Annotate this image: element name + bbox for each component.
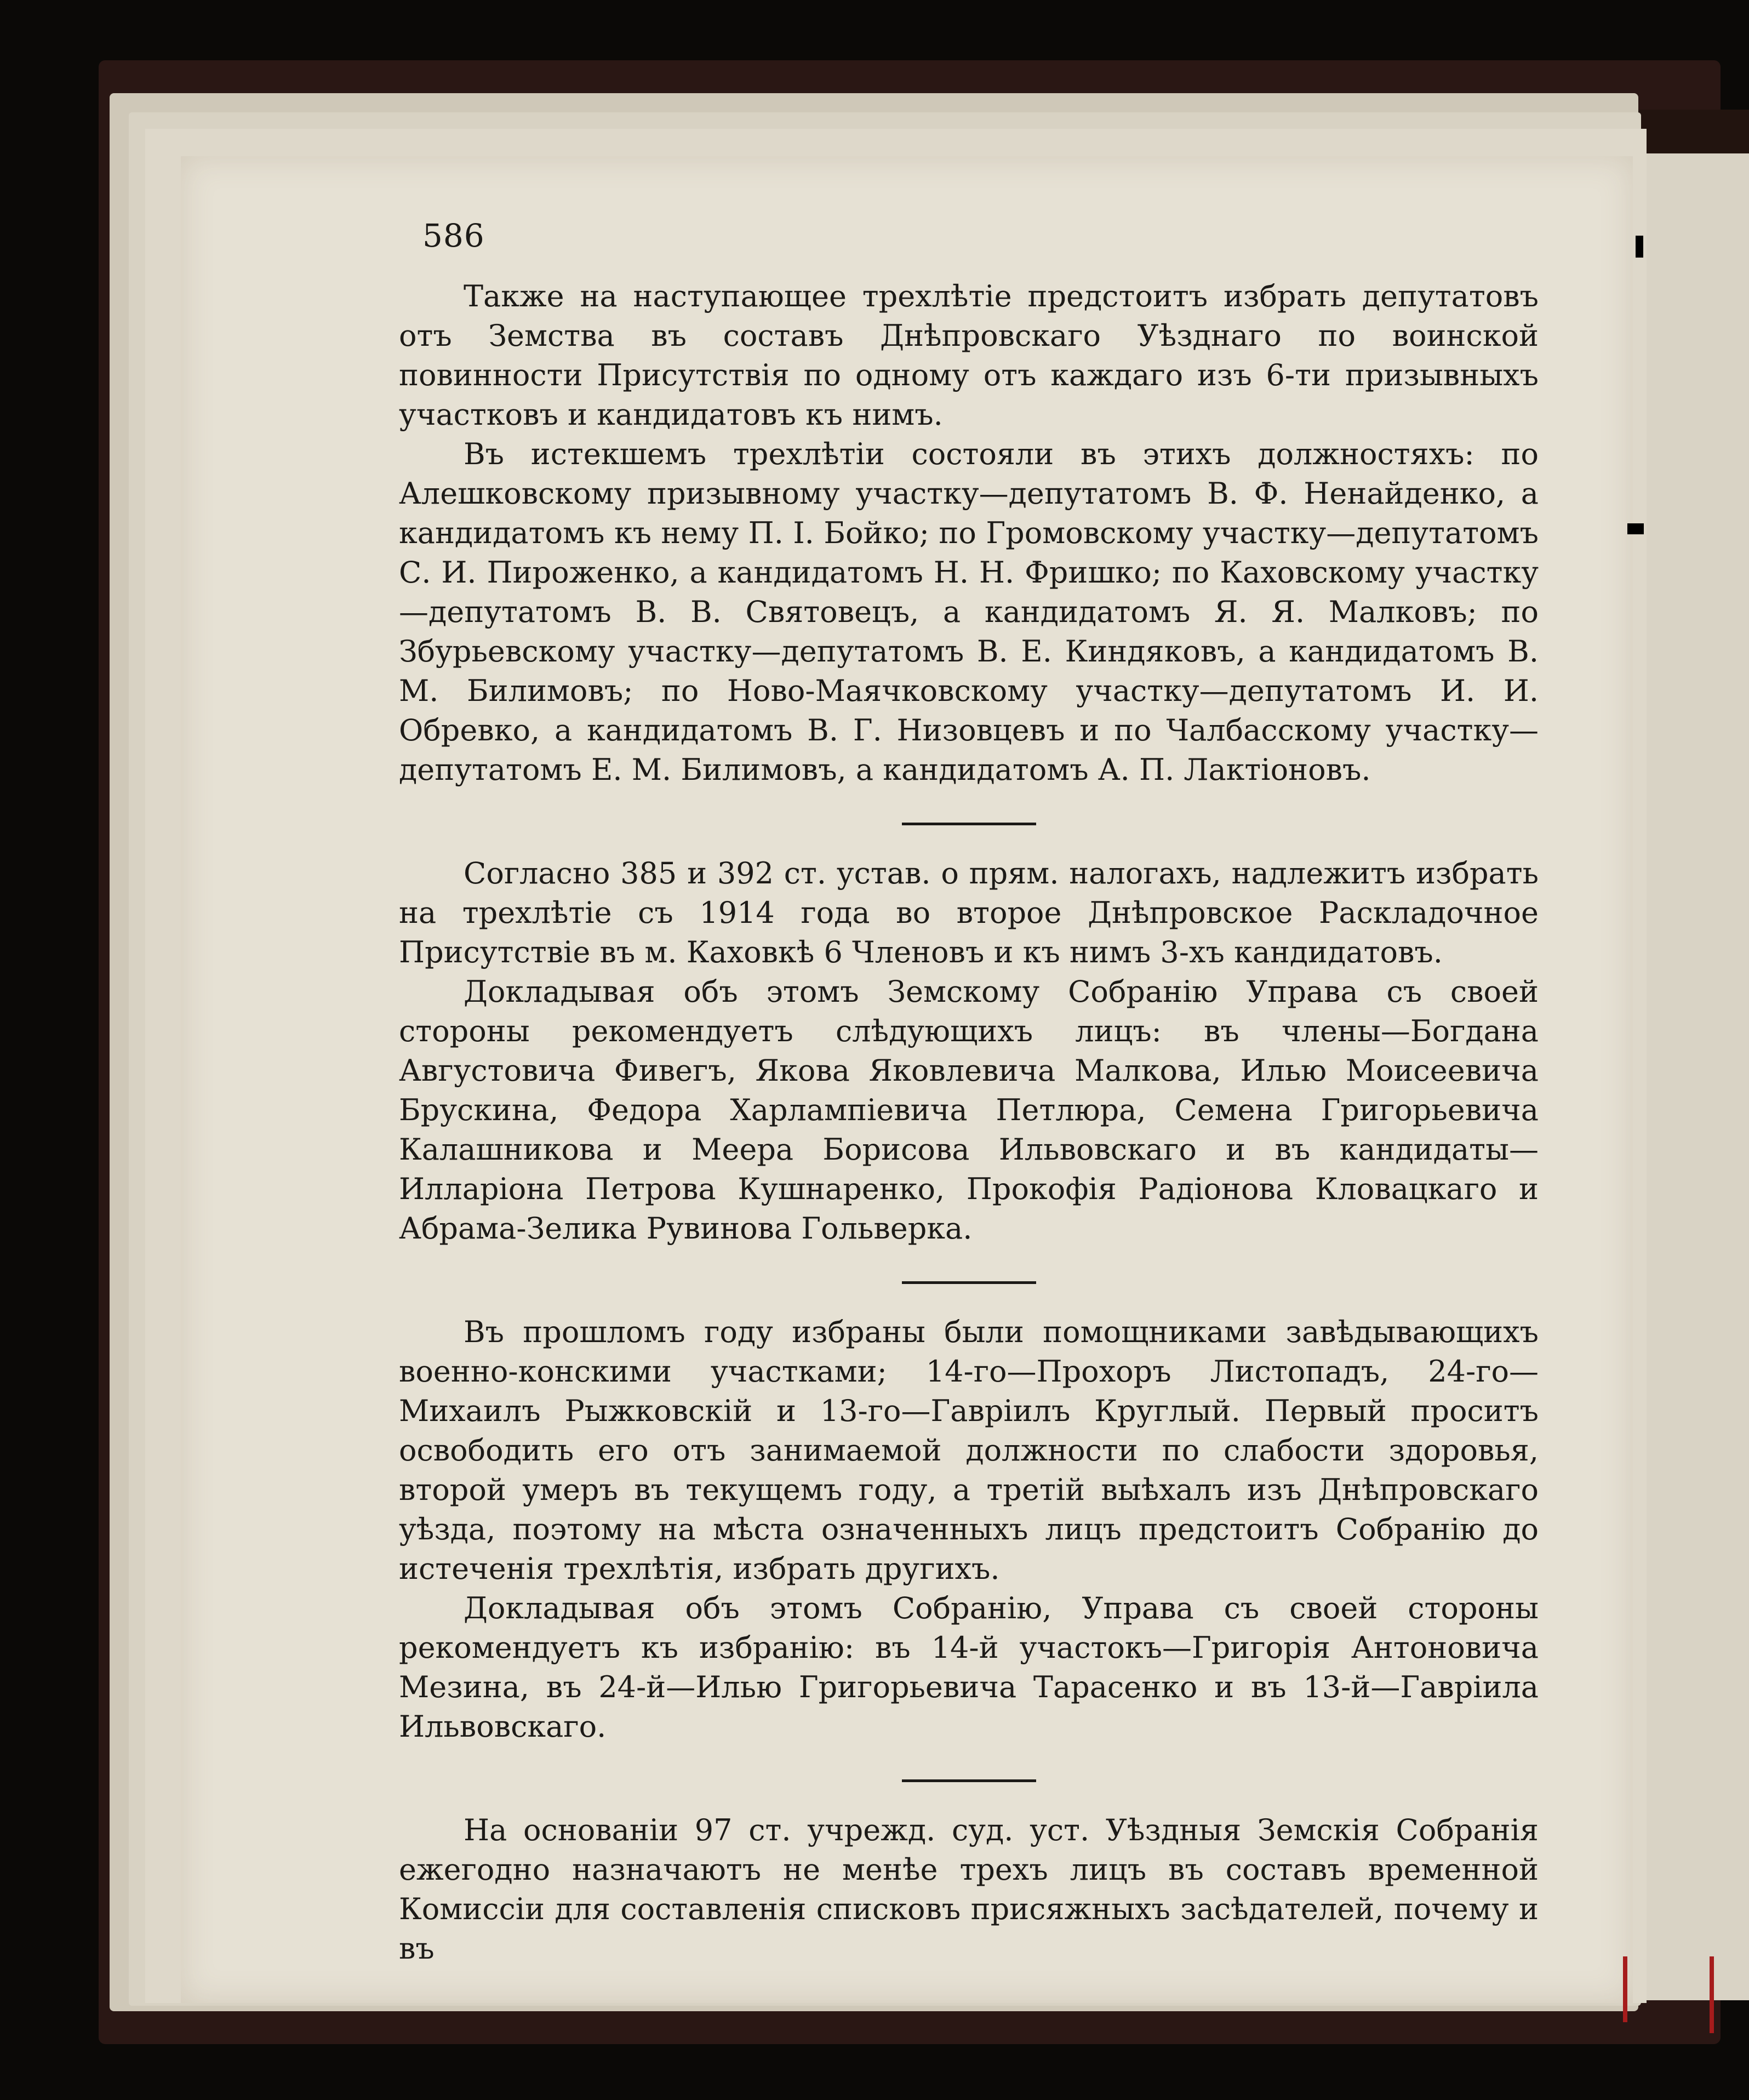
facing-page-edge: [1630, 153, 1749, 2000]
page-number: 586: [422, 217, 485, 254]
section-tax-presence: [399, 854, 1539, 1248]
paragraph: Докладывая объ этомъ Собранію, Управа съ своей стороны рекомендуетъ къ избранію: въ 14-й участокъ—Григорія Антоновича Мезина, въ 24-й—Илью Григорьевича Тарасенко и въ 13-й—Гавріила Ильвовскаго.: [399, 1591, 1539, 1744]
page-tab-mark: [1636, 236, 1643, 258]
paragraph: Также на наступающее трехлѣтіе предстоитъ избрать депутатовъ отъ Земства въ составъ Днѣпровскаго Уѣзднаго по воинской повинности Присутствія по одному отъ каждаго изъ 6-ти призывныхъ участковъ и кандидатовъ къ нимъ.: [399, 279, 1539, 432]
section-jury-commission: [399, 1811, 1539, 1968]
paragraph: На основаніи 97 ст. учрежд. суд. уст. Уѣздныя Земскія Собранія ежегодно назначаютъ не менѣе трехъ лицъ въ составъ временной Комиссіи для составленія списковъ присяжныхъ засѣдателей, почему и въ: [399, 1813, 1539, 1966]
page-text: [399, 216, 1539, 1968]
section-separator: [902, 1281, 1036, 1284]
section-separator: [902, 823, 1036, 825]
paragraph: Въ истекшемъ трехлѣтіи состояли въ этихъ должностяхъ: по Алешковскому призывному участку—депутатомъ В. Ф. Ненайденко, а кандидатомъ къ нему П. І. Бойко; по Громовскому участку—депутатомъ С. И. Пироженко, а кандидатомъ Н. Н. Фришко; по Каховскому участку—депутатомъ В. В. Святовецъ, а кандидатомъ Я. Я. Малковъ; по Збурьевскому участку—депутатомъ В. Е. Киндяковъ, а кандидатомъ В. М. Билимовъ; по Ново-Маячковскому участку—депутатомъ И. И. Обревко, а кандидатомъ В. Г. Низовцевъ и по Чалбасскому участку—депутатомъ Е. М. Билимовъ, а кандидатомъ А. П. Лактіоновъ.: [399, 437, 1539, 787]
page-tab-mark: [1627, 523, 1644, 534]
ribbon-bookmark: [1710, 1956, 1714, 2033]
section-deputies: [399, 277, 1539, 790]
ribbon-bookmark: [1623, 1956, 1627, 2022]
paragraph: Согласно 385 и 392 ст. устав. о прям. налогахъ, надлежитъ избрать на трехлѣтіе съ 1914 года во второе Днѣпровское Раскладочное Присутствіе въ м. Каховкѣ 6 Членовъ и къ нимъ 3-хъ кандидатовъ.: [399, 856, 1539, 969]
section-horse-districts: [399, 1312, 1539, 1747]
paragraph: Докладывая объ этомъ Земскому Собранію Управа съ своей стороны рекомендуетъ слѣдующихъ лицъ: въ члены—Богдана Августовича Фивегъ, Якова Яковлевича Малкова, Илью Моисеевича Брускина, Федора Харлампіевича Петлюра, Семена Григорьевича Калашникова и Меера Борисова Ильвовскаго и въ кандидаты—Илларіона Петрова Кушнаренко, Прокофія Радіонова Кловацкаго и Абрама-Зелика Рувинова Гольверка.: [399, 974, 1539, 1246]
paragraph: Въ прошломъ году избраны были помощниками завѣдывающихъ военно-конскими участками; 14-го—Прохоръ Листопадъ, 24-го—Михаилъ Рыжковскій и 13-го—Гавріилъ Круглый. Первый проситъ освободить его отъ занимаемой должности по слабости здоровья, второй умеръ въ текущемъ году, а третій выѣхалъ изъ Днѣпровскаго уѣзда, поэтому на мѣста означенныхъ лицъ предстоитъ Собранію до истеченія трехлѣтія, избрать другихъ.: [399, 1315, 1539, 1586]
section-separator: [902, 1779, 1036, 1782]
